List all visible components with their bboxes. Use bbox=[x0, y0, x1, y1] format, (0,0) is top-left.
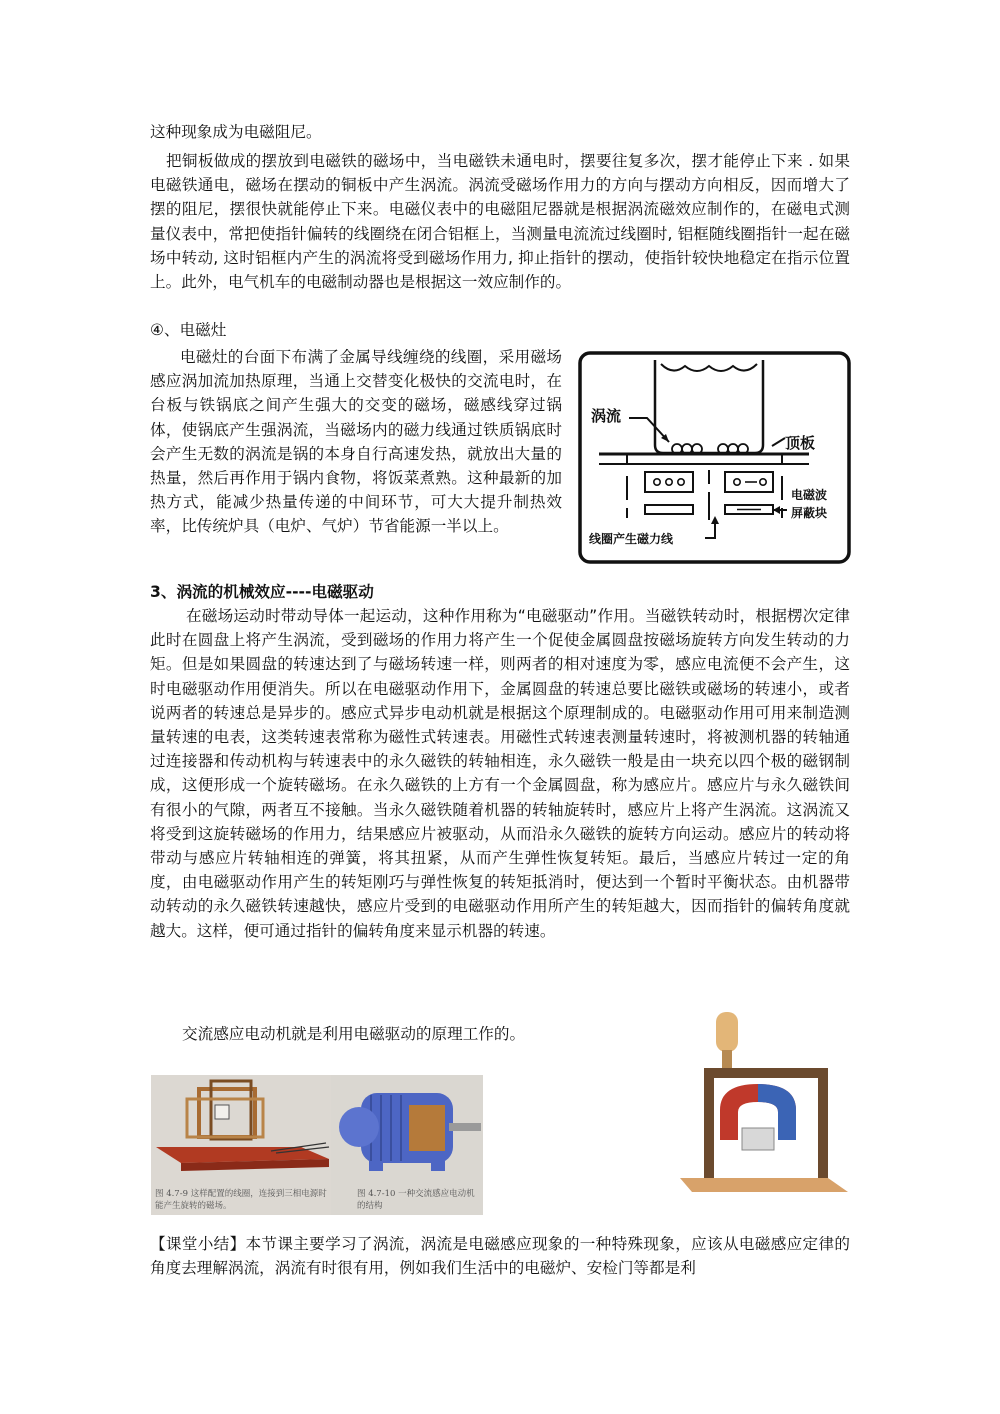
label-shield-line2: 屏蔽块 bbox=[791, 506, 828, 520]
apparatus-svg bbox=[678, 1010, 850, 1195]
paragraph-induction-motor: 交流感应电动机就是利用电磁驱动的原理工作的。 bbox=[182, 1025, 526, 1043]
heading-induction-cooker: ④、电磁灶 bbox=[150, 321, 227, 339]
aluminum-frame bbox=[742, 1128, 774, 1150]
heading-electromagnetic-drive: 3、涡流的机械效应----电磁驱动 bbox=[150, 583, 374, 601]
paragraph-electromagnetic-drive: 在磁场运动时带动导体一起运动，这种作用称为“电磁驱动”作用。当磁铁转动时，根据楞次定律此时在圆盘上将产生涡流，受到磁场的作用力将产生一个促使金属圆盘按磁场旋转方向发生转动的力矩。但是如果圆盘的转速达到了与磁场转速一样，则两者的相对速度为零，感应电流便不会产生，这时电磁驱动作用便消失。所以在电磁驱动作用下，金属圆盘的转速总要比磁铁或磁场的转速小，或者说两者的转速总是异步的。感应式异步电动机就是根据这个原理制成的。电磁驱动作用可用来制造测量转速的电表，这类转速表常称为磁性式转速表。用磁性式转速表测量转速时，将被测机器的转轴通过连接器和传动机构与转速表中的永久磁铁的转轴相连，永久磁铁一般是由一块充以四个极的磁钢制成，这便形成一个旋转磁场。在永久磁铁的上方有一个金属圆盘，称为感应片。感应片与永久磁铁间有很小的气隙，两者互不接触。当永久磁铁随着机器的转轴旋转时，感应片上将产生涡流。这涡流又将受到这旋转磁场的作用力，结果感应片被驱动，从而沿永久磁铁的旋转方向运动。感应片的转动将带动与感应片转轴相连的弹簧，将其扭紧，从而产生弹性恢复转矩。最后，当感应片转过一定的角度，由电磁驱动作用产生的转矩刚巧与弹性恢复的转矩抵消时，便达到一个暂时平衡状态。由机器带动转动的永久磁铁转速越快，感应片受到的电磁驱动作用所产生的转矩越大，因而指针的偏转角度就越大。这样，便可通过指针的偏转角度来显示机器的转速。 bbox=[150, 607, 850, 940]
shield-block-left bbox=[645, 505, 693, 514]
coil-box-left bbox=[645, 472, 693, 492]
frame-top-bar bbox=[704, 1068, 828, 1078]
induction-cooker-svg bbox=[577, 350, 852, 565]
figure-magnet-drive-apparatus bbox=[678, 1010, 850, 1195]
label-top-plate: 顶板 bbox=[785, 434, 816, 452]
fig1-caption: 图 4.7-9 这样配置的线圈，连接到三相电源时能产生旋转的磁场。 bbox=[155, 1189, 327, 1211]
fig2-caption: 图 4.7-10 一种交流感应电动机的结构 bbox=[357, 1189, 475, 1211]
frame-left-post bbox=[704, 1068, 714, 1178]
figure-rotating-field-coils bbox=[151, 1075, 331, 1215]
motor-shaft bbox=[449, 1123, 481, 1131]
apparatus-handle bbox=[716, 1012, 738, 1052]
paragraph-copper-pendulum: 把铜板做成的摆放到电磁铁的磁场中，当电磁铁未通电时，摆要往复多次，摆才能停止下来 . 如果电磁铁通电，磁场在摆动的铜板中产生涡流。涡流受磁场作用力的方向与摆动方向相反，因而增大了摆的阻尼，摆很快就能停止下来。电磁仪表中的电磁阻尼器就是根据涡流磁效应制作的，在磁电式测量仪表中，常把使指针偏转的线圈绕在闭合铝框上，当测量电流流过线圈时, 铝框随线圈指针一起在磁场中转动, 这时铝框内产生的涡流将受到磁场作用力, 抑止指针的摆动，使指针较快地稳定在指示位置上。此外，电气机车的电磁制动器也是根据这一效应制作的。 bbox=[150, 152, 850, 292]
label-coil-field: 线圈产生磁力线 bbox=[589, 532, 674, 546]
paragraph-damping-term: 这种现象成为电磁阻尼。 bbox=[150, 123, 322, 141]
paragraph-class-summary: 【课堂小结】本节课主要学习了涡流，涡流是电磁感应现象的一种特殊现象，应该从电磁感应定律的角度去理解涡流，涡流有时很有用，例如我们生活中的电磁炉、安检门等都是利 bbox=[150, 1235, 850, 1278]
paragraph-induction-cooker: 电磁灶的台面下布满了金属导线缠绕的线圈，采用磁场感应涡加流加热原理，当通上交替变化极快的交流电时，在台板与铁锅底之间产生强大的交变的磁场，磁感线穿过锅体，使锅底产生强涡流，当磁场内的磁力线通过铁质锅底时会产生无数的涡流是锅的本身自行高速发热，就放出大量的热量，然后再作用于锅内食物，将饭菜煮熟。这种最新的加热方式，能减少热量传递的中间环节，可大大提升制热效率，比传统炉具（电炉、气炉）节省能源一半以上。 bbox=[150, 348, 562, 536]
frame-right-post bbox=[818, 1068, 828, 1178]
induction-cooker-diagram bbox=[577, 350, 852, 565]
motor-fan-cover bbox=[339, 1107, 379, 1147]
figure-induction-motor bbox=[331, 1075, 483, 1215]
label-shield-line1: 电磁波 bbox=[791, 488, 828, 502]
apparatus-base bbox=[680, 1178, 848, 1192]
label-eddy: 涡流 bbox=[591, 407, 622, 425]
motor-windings bbox=[409, 1105, 445, 1151]
